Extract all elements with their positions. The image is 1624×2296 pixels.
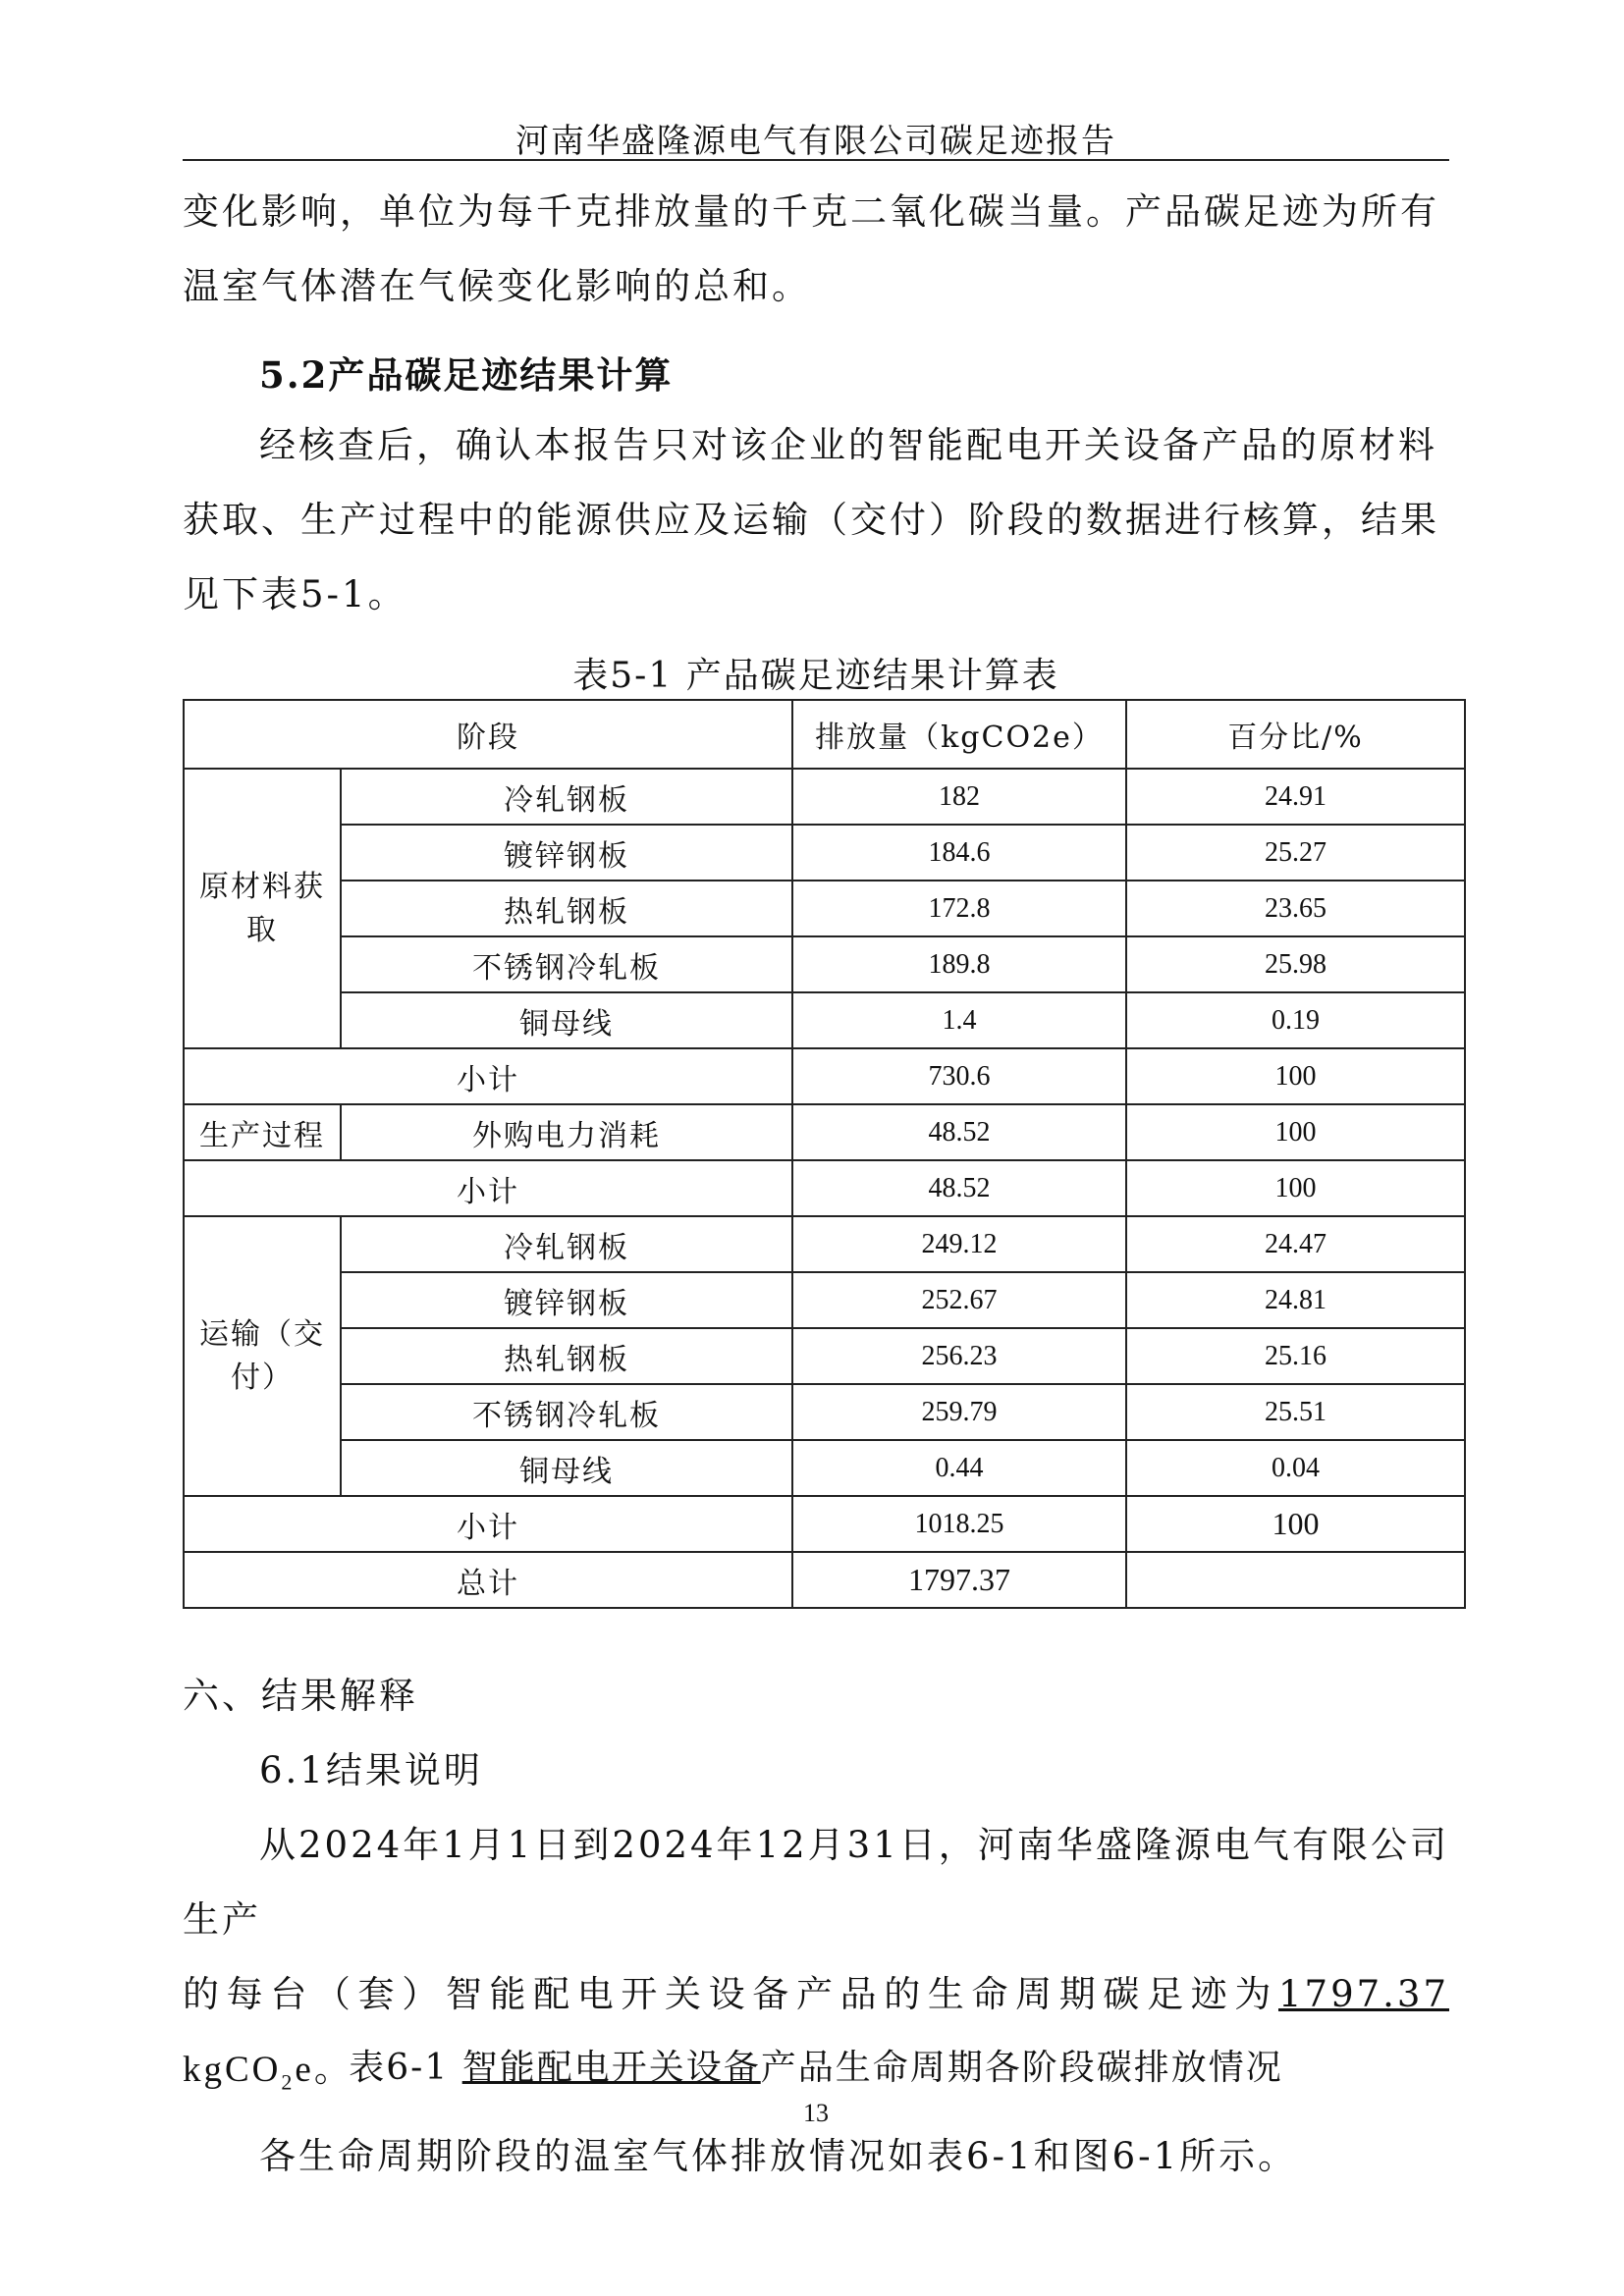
- percent-cell: 24.47: [1126, 1216, 1465, 1272]
- subtotal-row: [184, 1160, 1465, 1216]
- table-row: [184, 1440, 1465, 1496]
- item-cell: 热轧钢板: [341, 1328, 792, 1384]
- item-cell: 热轧钢板: [341, 881, 792, 936]
- emission-cell: 189.8: [792, 936, 1126, 992]
- subtotal-percent: 100: [1126, 1160, 1465, 1216]
- table-row: [184, 1328, 1465, 1384]
- footprint-value: 1797.37: [1277, 1973, 1449, 2015]
- emission-cell: 0.44: [792, 1440, 1126, 1496]
- subtotal-label: 小计: [184, 1048, 792, 1104]
- intro-line-2: 温室气体潜在气候变化影响的总和。: [183, 265, 811, 307]
- table-row: [184, 1104, 1465, 1160]
- emission-cell: 249.12: [792, 1216, 1126, 1272]
- table-row: [184, 992, 1465, 1048]
- subtotal-row: [184, 1048, 1465, 1104]
- table-row: [184, 1272, 1465, 1328]
- emission-cell: 259.79: [792, 1384, 1126, 1440]
- emission-cell: 182: [792, 769, 1126, 825]
- subtotal-emission: 730.6: [792, 1048, 1126, 1104]
- section-5-2-line-3: 见下表5-1。: [183, 573, 407, 615]
- header-divider: [183, 159, 1449, 161]
- item-cell: 冷轧钢板: [341, 769, 792, 825]
- percent-cell: 25.16: [1126, 1328, 1465, 1384]
- subtotal-emission: 48.52: [792, 1160, 1126, 1216]
- subtotal-label: 小计: [184, 1160, 792, 1216]
- table-row: [184, 825, 1465, 881]
- percent-cell: 24.91: [1126, 769, 1465, 825]
- percent-cell: 24.81: [1126, 1272, 1465, 1328]
- caption-prefix: 表6-1: [349, 2048, 462, 2088]
- table-6-1-caption: [183, 2040, 1449, 2090]
- caption-product: 智能配电开关设备: [461, 2048, 761, 2088]
- total-row: [184, 1552, 1465, 1608]
- group-label-transport: 运输（交付）: [184, 1216, 341, 1496]
- line-2-prefix: 的每台（套）智能配电开关设备产品的生命周期碳足迹为: [183, 1973, 1278, 2015]
- percent-cell: 0.19: [1126, 992, 1465, 1048]
- unit-prefix: kgCO: [183, 2050, 282, 2090]
- header-emission: 排放量（kgCO2e）: [792, 700, 1126, 769]
- page-number: 13: [803, 2099, 829, 2127]
- total-emission: 1797.37: [792, 1552, 1126, 1608]
- caption-suffix: 产品生命周期各阶段碳排放情况: [760, 2048, 1283, 2088]
- percent-cell: 25.51: [1126, 1384, 1465, 1440]
- table-5-1-caption: 表5-1 产品碳足迹结果计算表: [572, 656, 1059, 696]
- table-row: [184, 881, 1465, 936]
- header-stage: 阶段: [184, 700, 792, 769]
- percent-cell: 23.65: [1126, 881, 1465, 936]
- item-cell: 外购电力消耗: [341, 1104, 792, 1160]
- table-row: [184, 769, 1465, 825]
- percent-cell: 0.04: [1126, 1440, 1465, 1496]
- subtotal-percent: 100: [1126, 1048, 1465, 1104]
- emission-cell: 172.8: [792, 881, 1126, 936]
- item-cell: 不锈钢冷轧板: [341, 936, 792, 992]
- page-header-title: 河南华盛隆源电气有限公司碳足迹报告: [515, 122, 1116, 161]
- table-header-row: [184, 700, 1465, 769]
- total-label: 总计: [184, 1552, 792, 1608]
- section-5-2-line-1: 经核查后，确认本报告只对该企业的智能配电开关设备产品的原材料: [259, 424, 1437, 466]
- section-5-2-line-2: 获取、生产过程中的能源供应及运输（交付）阶段的数据进行核算，结果: [183, 499, 1439, 541]
- header-percent: 百分比/%: [1126, 700, 1465, 769]
- total-percent: [1126, 1552, 1465, 1608]
- emission-cell: 252.67: [792, 1272, 1126, 1328]
- section-6-1-line-3: 各生命周期阶段的温室气体排放情况如表6-1和图6-1所示。: [259, 2135, 1298, 2178]
- item-cell: 不锈钢冷轧板: [341, 1384, 792, 1440]
- subtotal-label: 小计: [184, 1496, 792, 1552]
- item-cell: 镀锌钢板: [341, 1272, 792, 1328]
- section-6-1-line-1: 从2024年1月1日到2024年12月31日，河南华盛隆源电气有限公司生产: [183, 1824, 1449, 1941]
- section-6-heading: 六、结果解释: [183, 1675, 418, 1717]
- intro-line-1: 变化影响，单位为每千克排放量的千克二氧化碳当量。产品碳足迹为所有: [183, 190, 1439, 233]
- unit-subscript: 2: [281, 2069, 296, 2095]
- percent-cell: 25.98: [1126, 936, 1465, 992]
- section-5-2-paragraph: [183, 408, 1449, 632]
- subtotal-percent: 100: [1126, 1496, 1465, 1552]
- item-cell: 冷轧钢板: [341, 1216, 792, 1272]
- section-6-1-title: 6.1结果说明: [259, 1749, 483, 1791]
- table-row: [184, 1216, 1465, 1272]
- emission-cell: 184.6: [792, 825, 1126, 881]
- emission-cell: 1.4: [792, 992, 1126, 1048]
- table-5-1: [183, 699, 1466, 1609]
- percent-cell: 100: [1126, 1104, 1465, 1160]
- percent-cell: 25.27: [1126, 825, 1465, 881]
- table-row: [184, 936, 1465, 992]
- table-row: [184, 1384, 1465, 1440]
- unit-suffix: e。: [295, 2050, 353, 2090]
- item-cell: 铜母线: [341, 1440, 792, 1496]
- section-5-2-heading: 5.2产品碳足迹结果计算: [259, 353, 674, 397]
- section-6-1-line-2: [183, 1957, 1449, 2119]
- subtotal-emission: 1018.25: [792, 1496, 1126, 1552]
- intro-paragraph: [183, 175, 1449, 324]
- group-label-production: 生产过程: [184, 1104, 341, 1160]
- emission-cell: 48.52: [792, 1104, 1126, 1160]
- emission-cell: 256.23: [792, 1328, 1126, 1384]
- group-label-raw: 原材料获取: [184, 769, 341, 1048]
- item-cell: 铜母线: [341, 992, 792, 1048]
- subtotal-row: [184, 1496, 1465, 1552]
- item-cell: 镀锌钢板: [341, 825, 792, 881]
